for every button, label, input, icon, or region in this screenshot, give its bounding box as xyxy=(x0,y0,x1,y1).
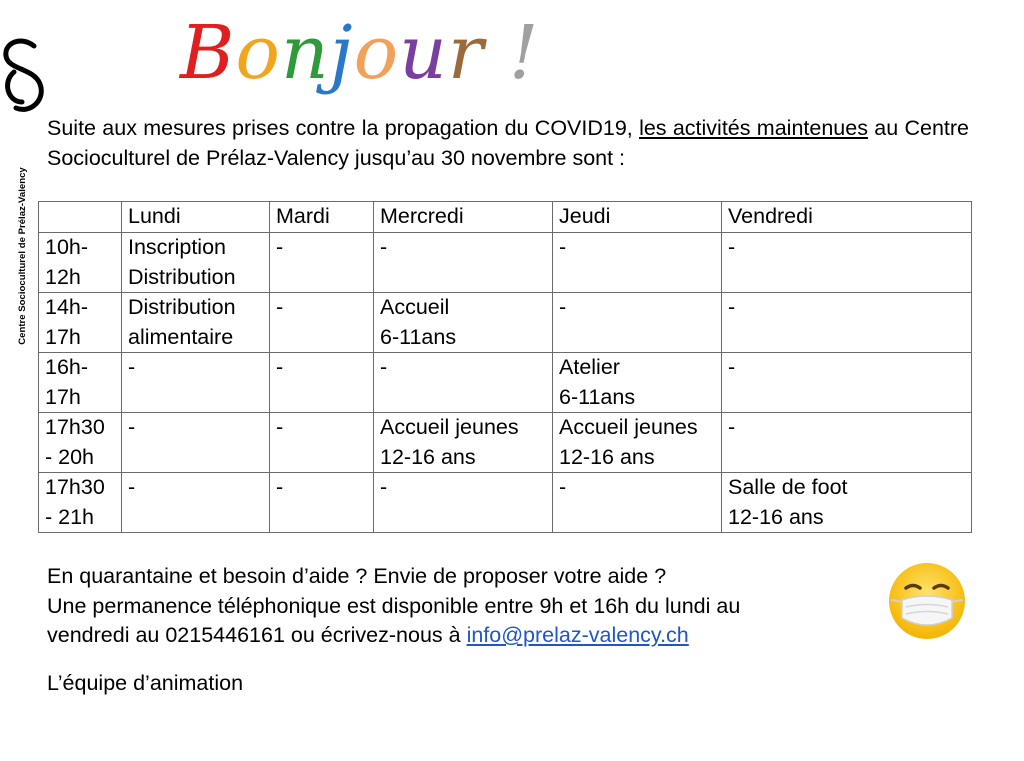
table-header-cell: Mardi xyxy=(270,202,374,233)
cell-text: alimentaire xyxy=(128,324,234,349)
activity-cell xyxy=(722,413,972,473)
title-letter: ! xyxy=(508,10,540,96)
org-name-vertical: Centre Socioculturel de Prélaz-Valency xyxy=(17,167,28,345)
cell-text: Distribution xyxy=(128,264,236,289)
title-letter: o xyxy=(235,10,281,96)
title-letter: n xyxy=(280,10,330,96)
table-row xyxy=(39,293,972,353)
activity-cell xyxy=(374,233,553,293)
time-cell xyxy=(39,473,122,533)
cell-text: 12-16 ans xyxy=(728,504,824,529)
title-letter: j xyxy=(329,10,354,96)
activity-cell xyxy=(553,293,722,353)
title-letter xyxy=(484,10,509,96)
activity-cell xyxy=(122,293,270,353)
activity-cell xyxy=(270,353,374,413)
activity-cell xyxy=(270,293,374,353)
cell-text: 12h xyxy=(45,264,81,289)
centre-logo-icon xyxy=(0,38,52,116)
activity-cell xyxy=(270,233,374,293)
email-link[interactable]: info@prelaz-valency.ch xyxy=(466,623,689,647)
intro-paragraph xyxy=(47,114,969,173)
activity-cell xyxy=(722,233,972,293)
time-cell xyxy=(39,413,122,473)
cell-text: - xyxy=(380,475,388,499)
activity-cell xyxy=(722,473,972,533)
cell-text: - xyxy=(276,475,284,499)
time-cell xyxy=(39,353,122,413)
cell-text: 17h xyxy=(45,384,81,409)
cell-text: 16h- xyxy=(45,355,89,379)
activity-cell xyxy=(122,233,270,293)
table-header-cell: Lundi xyxy=(122,202,270,233)
table-row xyxy=(39,413,972,473)
cell-text: 12-16 ans xyxy=(559,444,655,469)
activity-cell xyxy=(553,413,722,473)
signature: L’équipe d’animation xyxy=(47,671,244,695)
activity-cell xyxy=(270,473,374,533)
cell-text: 17h xyxy=(45,324,81,349)
cell-text: 10h- xyxy=(45,235,89,259)
footer-text xyxy=(47,562,740,651)
cell-text: Inscription xyxy=(128,235,226,259)
intro-text-2: au Centre Socioculturel de Prélaz-Valency jusqu’au 30 novembre sont : xyxy=(47,116,969,170)
cell-text: Accueil xyxy=(380,295,450,319)
cell-text: 6-11ans xyxy=(559,384,636,409)
cell-text: - xyxy=(559,295,567,319)
activity-cell xyxy=(374,353,553,413)
title-letter: u xyxy=(399,10,448,96)
table-header-row xyxy=(39,202,972,233)
activity-cell xyxy=(374,413,553,473)
page-title xyxy=(180,8,539,98)
table-row xyxy=(39,473,972,533)
cell-text: 12-16 ans xyxy=(380,444,476,469)
cell-text: Distribution xyxy=(128,295,236,319)
cell-text: - xyxy=(728,355,736,379)
schedule-table xyxy=(38,201,972,533)
activity-cell xyxy=(122,353,270,413)
time-cell xyxy=(39,293,122,353)
title-letter: o xyxy=(353,10,400,96)
cell-text: - xyxy=(128,415,136,439)
cell-text: - 20h xyxy=(45,444,95,469)
time-cell xyxy=(39,233,122,293)
activity-cell xyxy=(122,413,270,473)
table-row xyxy=(39,233,972,293)
table-header-cell: Mercredi xyxy=(374,202,553,233)
cell-text: - xyxy=(728,295,736,319)
cell-text: - 21h xyxy=(45,504,95,529)
table-header-cell xyxy=(39,202,122,233)
activity-cell xyxy=(722,353,972,413)
cell-text: - xyxy=(380,355,388,379)
cell-text: 14h- xyxy=(45,295,89,319)
cell-text: Salle de foot xyxy=(728,475,848,499)
cell-text: - xyxy=(276,295,284,319)
cell-text: - xyxy=(559,235,567,259)
activity-cell xyxy=(122,473,270,533)
cell-text: 17h30 xyxy=(45,415,105,439)
cell-text: - xyxy=(728,415,736,439)
cell-text: Accueil jeunes xyxy=(380,415,519,439)
cell-text: - xyxy=(128,355,136,379)
cell-text: 17h30 xyxy=(45,475,105,499)
cell-text: - xyxy=(128,475,136,499)
cell-text: - xyxy=(276,235,284,259)
title-letter: B xyxy=(180,10,236,96)
activity-cell xyxy=(553,233,722,293)
activity-cell xyxy=(722,293,972,353)
table-header-cell: Vendredi xyxy=(722,202,972,233)
cell-text: - xyxy=(380,235,388,259)
footer-line-1: En quarantaine et besoin d’aide ? Envie de proposer votre aide ? xyxy=(47,564,667,588)
cell-text: - xyxy=(728,235,736,259)
title-letter: r xyxy=(447,10,485,96)
table-header-cell: Jeudi xyxy=(553,202,722,233)
activity-cell xyxy=(374,473,553,533)
cell-text: - xyxy=(276,415,284,439)
activity-cell xyxy=(553,473,722,533)
table-row xyxy=(39,353,972,413)
intro-text-1: Suite aux mesures prises contre la propagation du COVID19, xyxy=(47,116,640,140)
activity-cell xyxy=(553,353,722,413)
intro-underlined: les activités maintenues xyxy=(639,116,868,140)
cell-text: Atelier xyxy=(559,355,620,379)
cell-text: Accueil jeunes xyxy=(559,415,698,439)
footer-line-3: vendredi au 0215446161 ou écrivez-nous à info@prelaz-valency.ch xyxy=(47,623,689,647)
cell-text: - xyxy=(276,355,284,379)
activity-cell xyxy=(374,293,553,353)
face-with-mask-icon xyxy=(886,560,968,642)
footer-line-2: Une permanence téléphonique est disponible entre 9h et 16h du lundi au xyxy=(47,593,741,618)
activity-cell xyxy=(270,413,374,473)
cell-text: - xyxy=(559,475,567,499)
cell-text: 6-11ans xyxy=(380,324,457,349)
